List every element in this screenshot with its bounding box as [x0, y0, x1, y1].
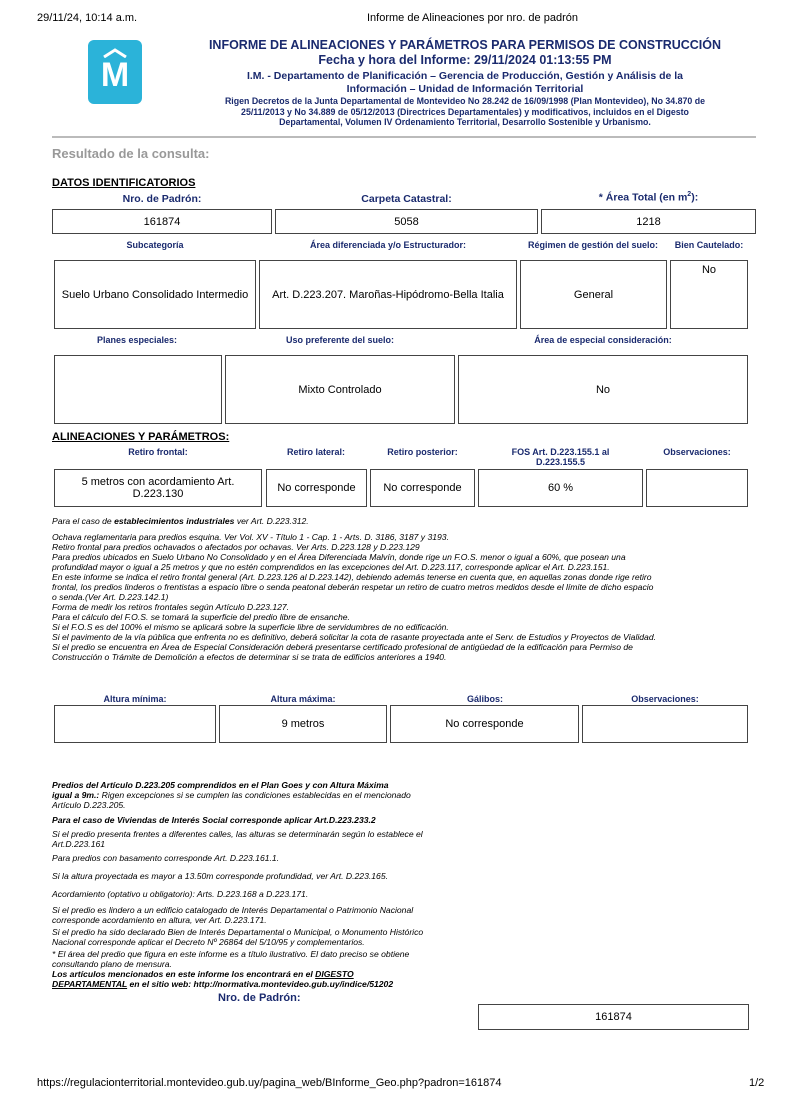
- regimen-label: Régimen de gestión del suelo:: [527, 240, 659, 250]
- uso-label: Uso preferente del suelo:: [285, 335, 395, 345]
- area-dif-label: Área diferenciada y/o Estructurador:: [309, 240, 467, 250]
- frontal-value: 5 metros con acordamiento Art. D.223.130: [54, 469, 262, 507]
- altura-max-label: Altura máxima:: [270, 694, 336, 704]
- decrees-line3: Departamental, Volumen IV Ordenamiento Territorial, Desarrollo Sostenible y Urbanismo.: [279, 117, 651, 127]
- note-line: Para el cálculo del F.O.S. se tomará la superficie del predio libre de ensanche.: [52, 612, 350, 622]
- planes-value: [54, 355, 222, 424]
- department-line1: I.M. - Departamento de Planificación – Gerencia de Producción, Gestión y Análisis de la: [246, 70, 684, 82]
- print-datetime: 29/11/24, 10:14 a.m.: [37, 12, 138, 24]
- basamento-note: Para predios con basamento corresponde Art. D.223.161.1.: [52, 853, 280, 863]
- especial-value: No: [458, 355, 748, 424]
- obs-label: Observaciones:: [663, 447, 731, 457]
- regulation-notes: [52, 532, 758, 662]
- galibos-label: Gálibos:: [466, 694, 503, 704]
- altura-max-value: 9 metros: [219, 705, 387, 743]
- montevideo-logo: [88, 40, 142, 104]
- note-line: Para predios ubicados en Suelo Urbano No Consolidado y en el Área Diferenciada Malvín, donde rige un F.O.S. menor o igual a 60%, que posean una: [52, 552, 626, 562]
- note-line: frontal, los predios linderos o frentistas a espacio libre o senda peatonal deberán respetar un retiro de cuatro metros medidos desde el límite de dicho espacio: [52, 582, 654, 592]
- decrees: [165, 96, 765, 128]
- fos-value: 60 %: [478, 469, 643, 507]
- bien-interes-note: Si el predio ha sido declarado Bien de Interés Departamental o Municipal, o Monumento Histórico Nacional corresponde aplicar el Decreto Nº 26864 del 5/10/95 y complementarios.: [52, 927, 424, 947]
- print-page-number: 1/2: [749, 1077, 765, 1089]
- profundidad-note: Si la altura proyectada es mayor a 13.50m corresponde profundidad, ver Art. D.223.165.: [52, 871, 388, 881]
- print-title: Informe de Alineaciones por nro. de padrón: [367, 12, 578, 24]
- alturas-obs-label: Observaciones:: [631, 694, 699, 704]
- digesto-link[interactable]: DIGESTO: [315, 969, 354, 979]
- carpeta-value: 5058: [275, 209, 538, 234]
- industrial-note: Para el caso de establecimientos industriales ver Art. D.223.312.: [52, 516, 309, 526]
- cautelado-value: No: [670, 260, 748, 329]
- frentes-note: Si el predio presenta frentes a diferentes calles, las alturas se determinarán según lo establece el Art.D.223.161: [52, 829, 423, 849]
- lateral-label: Retiro lateral:: [286, 447, 346, 457]
- department-line2: Información – Unidad de Información Territorial: [346, 83, 584, 95]
- digesto-note: Los artículos mencionados en este informe los encontrará en el DIGESTO DEPARTAMENTAL en el sitio web: http://normativa.montevideo.gub.uy/indice/51202: [52, 969, 394, 989]
- header-divider: [52, 136, 756, 138]
- report-title: INFORME DE ALINEACIONES Y PARÁMETROS PARA PERMISOS DE CONSTRUCCIÓN: [208, 38, 722, 52]
- note-line: Forma de medir los retiros frontales según Artículo D.223.127.: [52, 602, 290, 612]
- print-url[interactable]: https://regulacionterritorial.montevideo.gub.uy/pagina_web/BInforme_Geo.php?padron=161874: [37, 1077, 502, 1089]
- report-datetime: Fecha y hora del Informe: 29/11/2024 01:13:55 PM: [318, 53, 612, 67]
- plan-goes-note: Predios del Artículo D.223.205 comprendidos en el Plan Goes y con Altura Máxima igual a 9m.: Rigen excepciones si se cumplen las condiciones establecidas en el mencionado Artículo D.223.205.: [52, 780, 411, 810]
- altura-min-value: [54, 705, 216, 743]
- posterior-value: No corresponde: [370, 469, 475, 507]
- catalogado-note: Si el predio es lindero a un edificio catalogado de Interés Departamental o Patrimonio Nacional corresponde acordamiento en altura, ver Art. D.223.171.: [52, 905, 414, 925]
- final-padron-label: Nro. de Padrón:: [218, 992, 301, 1004]
- posterior-label: Retiro posterior:: [387, 447, 458, 457]
- cautelado-label: Bien Cautelado:: [674, 240, 744, 250]
- note-line: Si el F.O.S es del 100% el mismo se aplicará sobre la superficie libre de servidumbres de no edificación.: [52, 622, 449, 632]
- planes-label: Planes especiales:: [96, 335, 178, 345]
- final-padron-value: 161874: [478, 1004, 749, 1030]
- altura-min-label: Altura mínima:: [103, 694, 167, 704]
- regimen-value: General: [520, 260, 667, 329]
- alturas-obs-value: [582, 705, 748, 743]
- acordamiento-note: Acordamiento (optativo u obligatorio): Arts. D.223.168 a D.223.171.: [52, 889, 309, 899]
- area-label: * Área Total (en $m^2$):: [598, 191, 699, 204]
- obs-value: [646, 469, 748, 507]
- note-line: En este informe se indica el retiro frontal general (Art. D.223.126 al D.223.142), debiendo además tenerse en cuenta que, en aquellas zonas donde rige retiro: [52, 572, 652, 582]
- department: [165, 70, 765, 96]
- subcategoria-label: Subcategoría: [126, 240, 184, 250]
- note-line: Construcción o Trámite de Demolición a efectos de determinar si se trata de edificios anteriores a 1940.: [52, 652, 447, 662]
- decrees-line1: Rigen Decretos de la Junta Departamental de Montevideo No 28.242 de 16/09/1998 (Plan Montevideo), No 34.870 de: [224, 96, 706, 106]
- decrees-line2: 25/11/2013 y No 34.889 de 05/12/2013 (Directrices Departamentales) y modificativos, incluidos en el Digesto: [241, 106, 689, 117]
- padron-label: Nro. de Padrón:: [122, 193, 202, 205]
- lateral-value: No corresponde: [266, 469, 367, 507]
- note-line: Si el pavimento de la vía pública que enfrenta no es definitivo, deberá solicitar la cota de rasante proyectada ante el Serv. de Estudios y Proyectos de Vialidad.: [52, 632, 656, 642]
- note-line: Ochava reglamentaria para predios esquina. Ver Vol. XV - Título 1 - Cap. 1 - Arts. D. 3186, 3187 y 3193.: [52, 532, 449, 542]
- identificatorios-title: DATOS IDENTIFICATORIOS: [52, 177, 196, 189]
- area-value: 1218: [541, 209, 756, 234]
- fos-label: FOS Art. D.223.155.1 al D.223.155.5: [511, 447, 610, 467]
- especial-label: Área de especial consideración:: [534, 335, 672, 345]
- galibos-value: No corresponde: [390, 705, 579, 743]
- carpeta-label: Carpeta Catastral:: [361, 193, 452, 205]
- departamental-link[interactable]: DEPARTAMENTAL: [52, 979, 128, 989]
- uso-value: Mixto Controlado: [225, 355, 455, 424]
- frontal-label: Retiro frontal:: [128, 447, 188, 457]
- area-ilustrativa-note: * El área del predio que figura en este informe es a título ilustrativo. El dato preciso se obtiene consultando plano de mensura.: [52, 949, 410, 969]
- result-title: Resultado de la consulta:: [52, 146, 210, 161]
- alineaciones-title: ALINEACIONES Y PARÁMETROS:: [52, 431, 230, 443]
- padron-value: 161874: [52, 209, 272, 234]
- note-line: Si el predio se encuentra en Área de Especial Consideración deberá presentarse certificado profesional de antigüedad de la edificación para Permiso de: [52, 642, 633, 652]
- logo-letter: M: [100, 56, 130, 94]
- vivienda-social-note: Para el caso de Viviendas de Interés Social corresponde aplicar Art.D.223.233.2: [52, 815, 376, 825]
- note-line: profundidad mayor o igual a 25 metros y que no estén comprendidos en las excepciones del Art. D.223.117, corresponde aplicar el Art. D.223.151.: [52, 562, 610, 572]
- note-line: Retiro frontal para predios ochavados o afectados por ochavas. Ver Arts. D.223.128 y D.223.129: [52, 542, 420, 552]
- note-line: o senda.(Ver Art. D.223.142.1): [52, 592, 169, 602]
- area-dif-value: Art. D.223.207. Maroñas-Hipódromo-Bella Italia: [259, 260, 517, 329]
- subcategoria-value: Suelo Urbano Consolidado Intermedio: [54, 260, 256, 329]
